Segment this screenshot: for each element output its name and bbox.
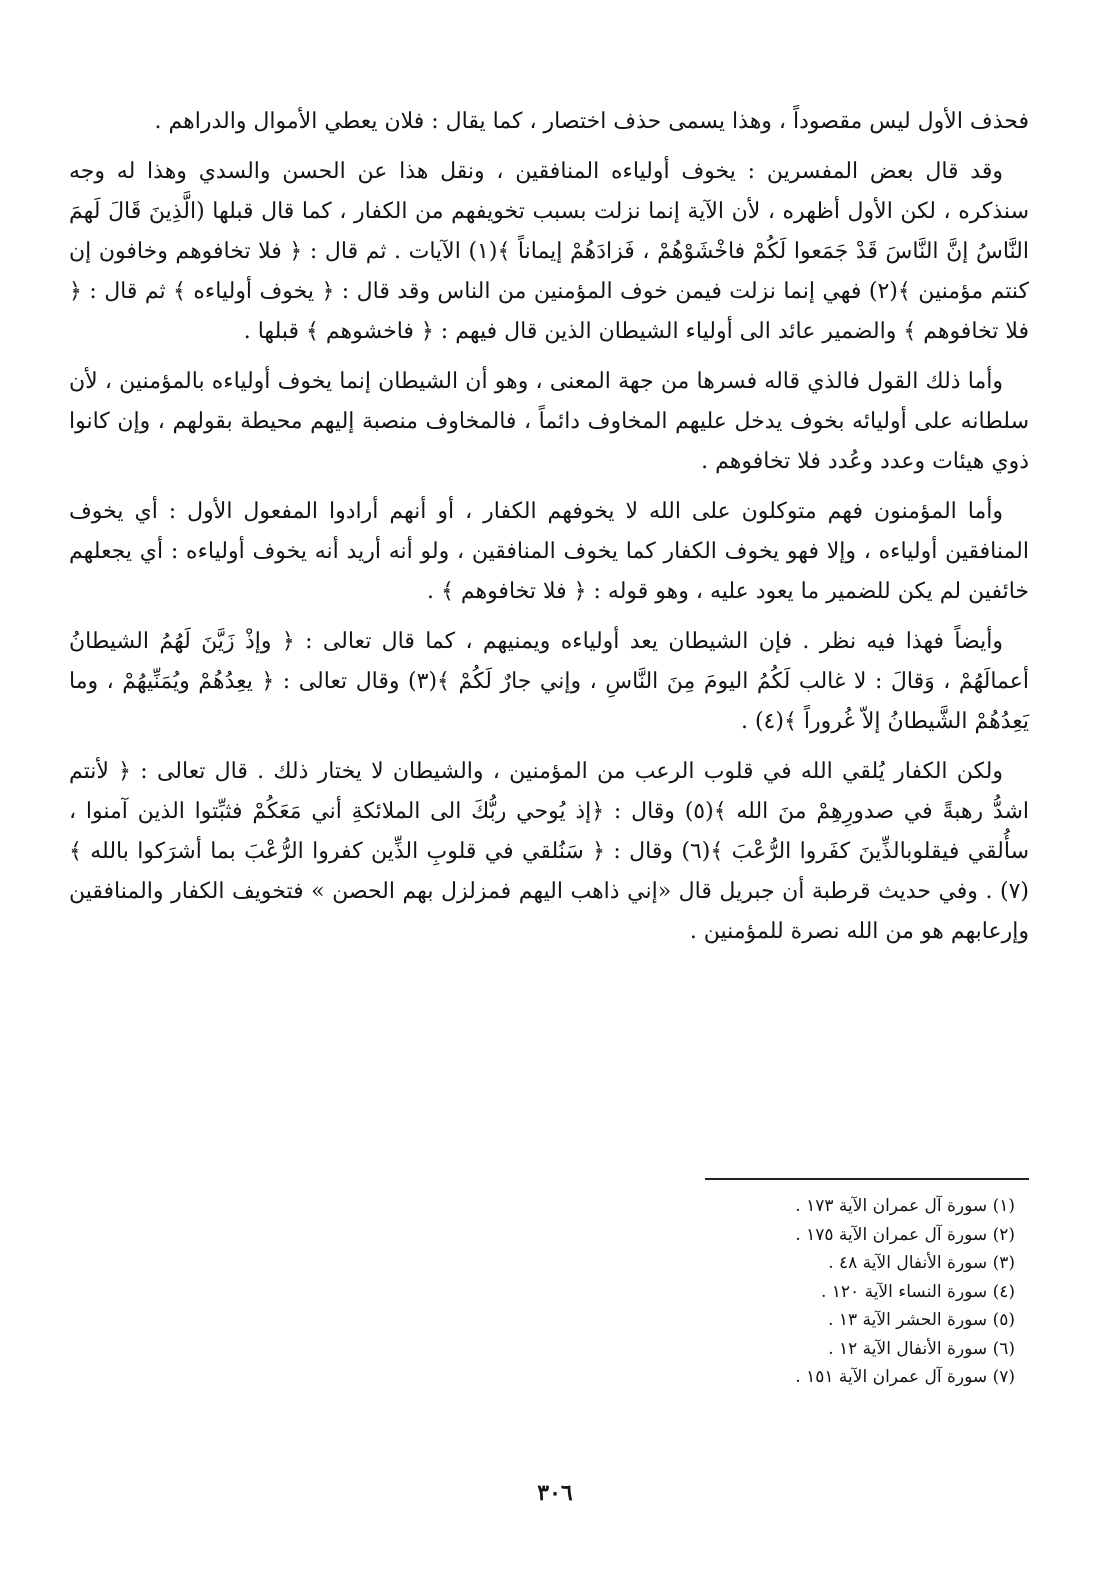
main-text <box>69 102 1029 962</box>
footnotes-list <box>595 1192 1015 1392</box>
footnote: (٣) سورة الأنفال الآية ٤٨ . <box>828 1253 1015 1273</box>
footnote: (٤) سورة النساء الآية ١٢٠ . <box>820 1281 1015 1302</box>
paragraph: وقد قال بعض المفسرين : يخوف أولياءه المنافقين ، ونقل هذا عن الحسن والسدي وهذا له وجه سنذكره ، لكن الأول أظهره ، لأن الآية إنما نزلت بسبب تخويفهم من الكفار ، كما قال قبلها (الَّذِينَ قَالَ لَهمَ النَّاسُ إنَّ النَّاسَ قَدْ جَمَعوا لَكُمْ فاخْشَوْهُمْ ، فَزادَهُمْ إيماناً ﴾(١) الآيات . ثم قال : ﴿ فلا تخافوهم وخافون إن كنتم مؤمنين ﴾(٢) فهي إنما نزلت فيمن خوف المؤمنين من الناس وقد قال : ﴿ يخوف أولياءه ﴾ ثم قال : ﴿ فلا تخافوهم ﴾ والضمير عائد الى أولياء الشيطان الذين قال فيهم : ﴿ فاخشوهم ﴾ قبلها . <box>69 159 1029 344</box>
paragraph: وأيضاً فهذا فيه نظر . فإن الشيطان يعد أولياءه ويمنيهم ، كما قال تعالى : ﴿ وإذْ زَيَّنَ لَهُمُ الشيطانُ أعمالَهُمْ ، وَقالَ : لا غالب لَكُمُ اليومَ مِنَ النَّاسِ ، وإني جارٌ لَكُمْ ﴾(٣) وقال تعالى : ﴿ يعِدُهُمْ ويُمَنِّيهُمْ ، وما يَعِدُهُمْ الشَّيطانُ إلاّ غُروراً ﴾(٤) . <box>69 629 1029 734</box>
paragraph: وأما المؤمنون فهم متوكلون على الله لا يخوفهم الكفار ، أو أنهم أرادوا المفعول الأول : أي يخوف المنافقين أولياءه ، وإلا فهو يخوف الكفار كما يخوف المنافقين ، ولو أنه أريد أنه يخوف أولياءه : أي يجعلهم خائفين لم يكن للضمير ما يعود عليه ، وهو قوله : ﴿ فلا تخافوهم ﴾ . <box>69 499 1029 604</box>
paragraph: ولكن الكفار يُلقي الله في قلوب الرعب من المؤمنين ، والشيطان لا يختار ذلك . قال تعالى : ﴿ لأنتم اشدُّ رهبةً في صدورِهِمْ منَ الله ﴾(٥) وقال : ﴿إذ يُوحي ربُّكَ الى الملائكةِ أني مَعَكُمْ فثبِّتوا الذين آمنوا ، سأُلقي فيقلوبالذِّينَ كفَروا الرُّعْبَ ﴾(٦) وقال : ﴿ سَنُلقي في قلوبِ الذِّين كفروا الرُّعْبَ بما أشرَكوا بالله ﴾(٧) . وفي حديث قرطبة أن جبريل قال «إني ذاهب اليهم فمزلزل بهم الحصن » فتخويف الكفار والمنافقين وإرعابهم هو من الله نصرة للمؤمنين . <box>69 759 1029 944</box>
page-number: ٣٠٦ <box>537 1480 573 1506</box>
footnote: (١) سورة آل عمران الآية ١٧٣ . <box>795 1196 1015 1216</box>
footnote: (٥) سورة الحشر الآية ١٣ . <box>828 1310 1015 1330</box>
footnote: (٢) سورة آل عمران الآية ١٧٥ . <box>795 1224 1015 1245</box>
paragraph: وأما ذلك القول فالذي قاله فسرها من جهة المعنى ، وهو أن الشيطان إنما يخوف أولياءه بالمؤمنين ، لأن سلطانه على أوليائه بخوف يدخل عليهم المخاوف دائماً ، فالمخاوف منصبة إليهم محيطة بقولهم ، وإن كانوا ذوي هيئات وعدد وعُدد فلا تخافوهم . <box>69 369 1029 474</box>
footnote: (٧) سورة آل عمران الآية ١٥١ . <box>795 1367 1015 1387</box>
footnote: (٦) سورة الأنفال الآية ١٢ . <box>828 1338 1015 1359</box>
footnote-separator <box>705 1178 1029 1180</box>
paragraph: فحذف الأول ليس مقصوداً ، وهذا يسمى حذف اختصار ، كما يقال : فلان يعطي الأموال والدراهم . <box>154 109 1029 134</box>
